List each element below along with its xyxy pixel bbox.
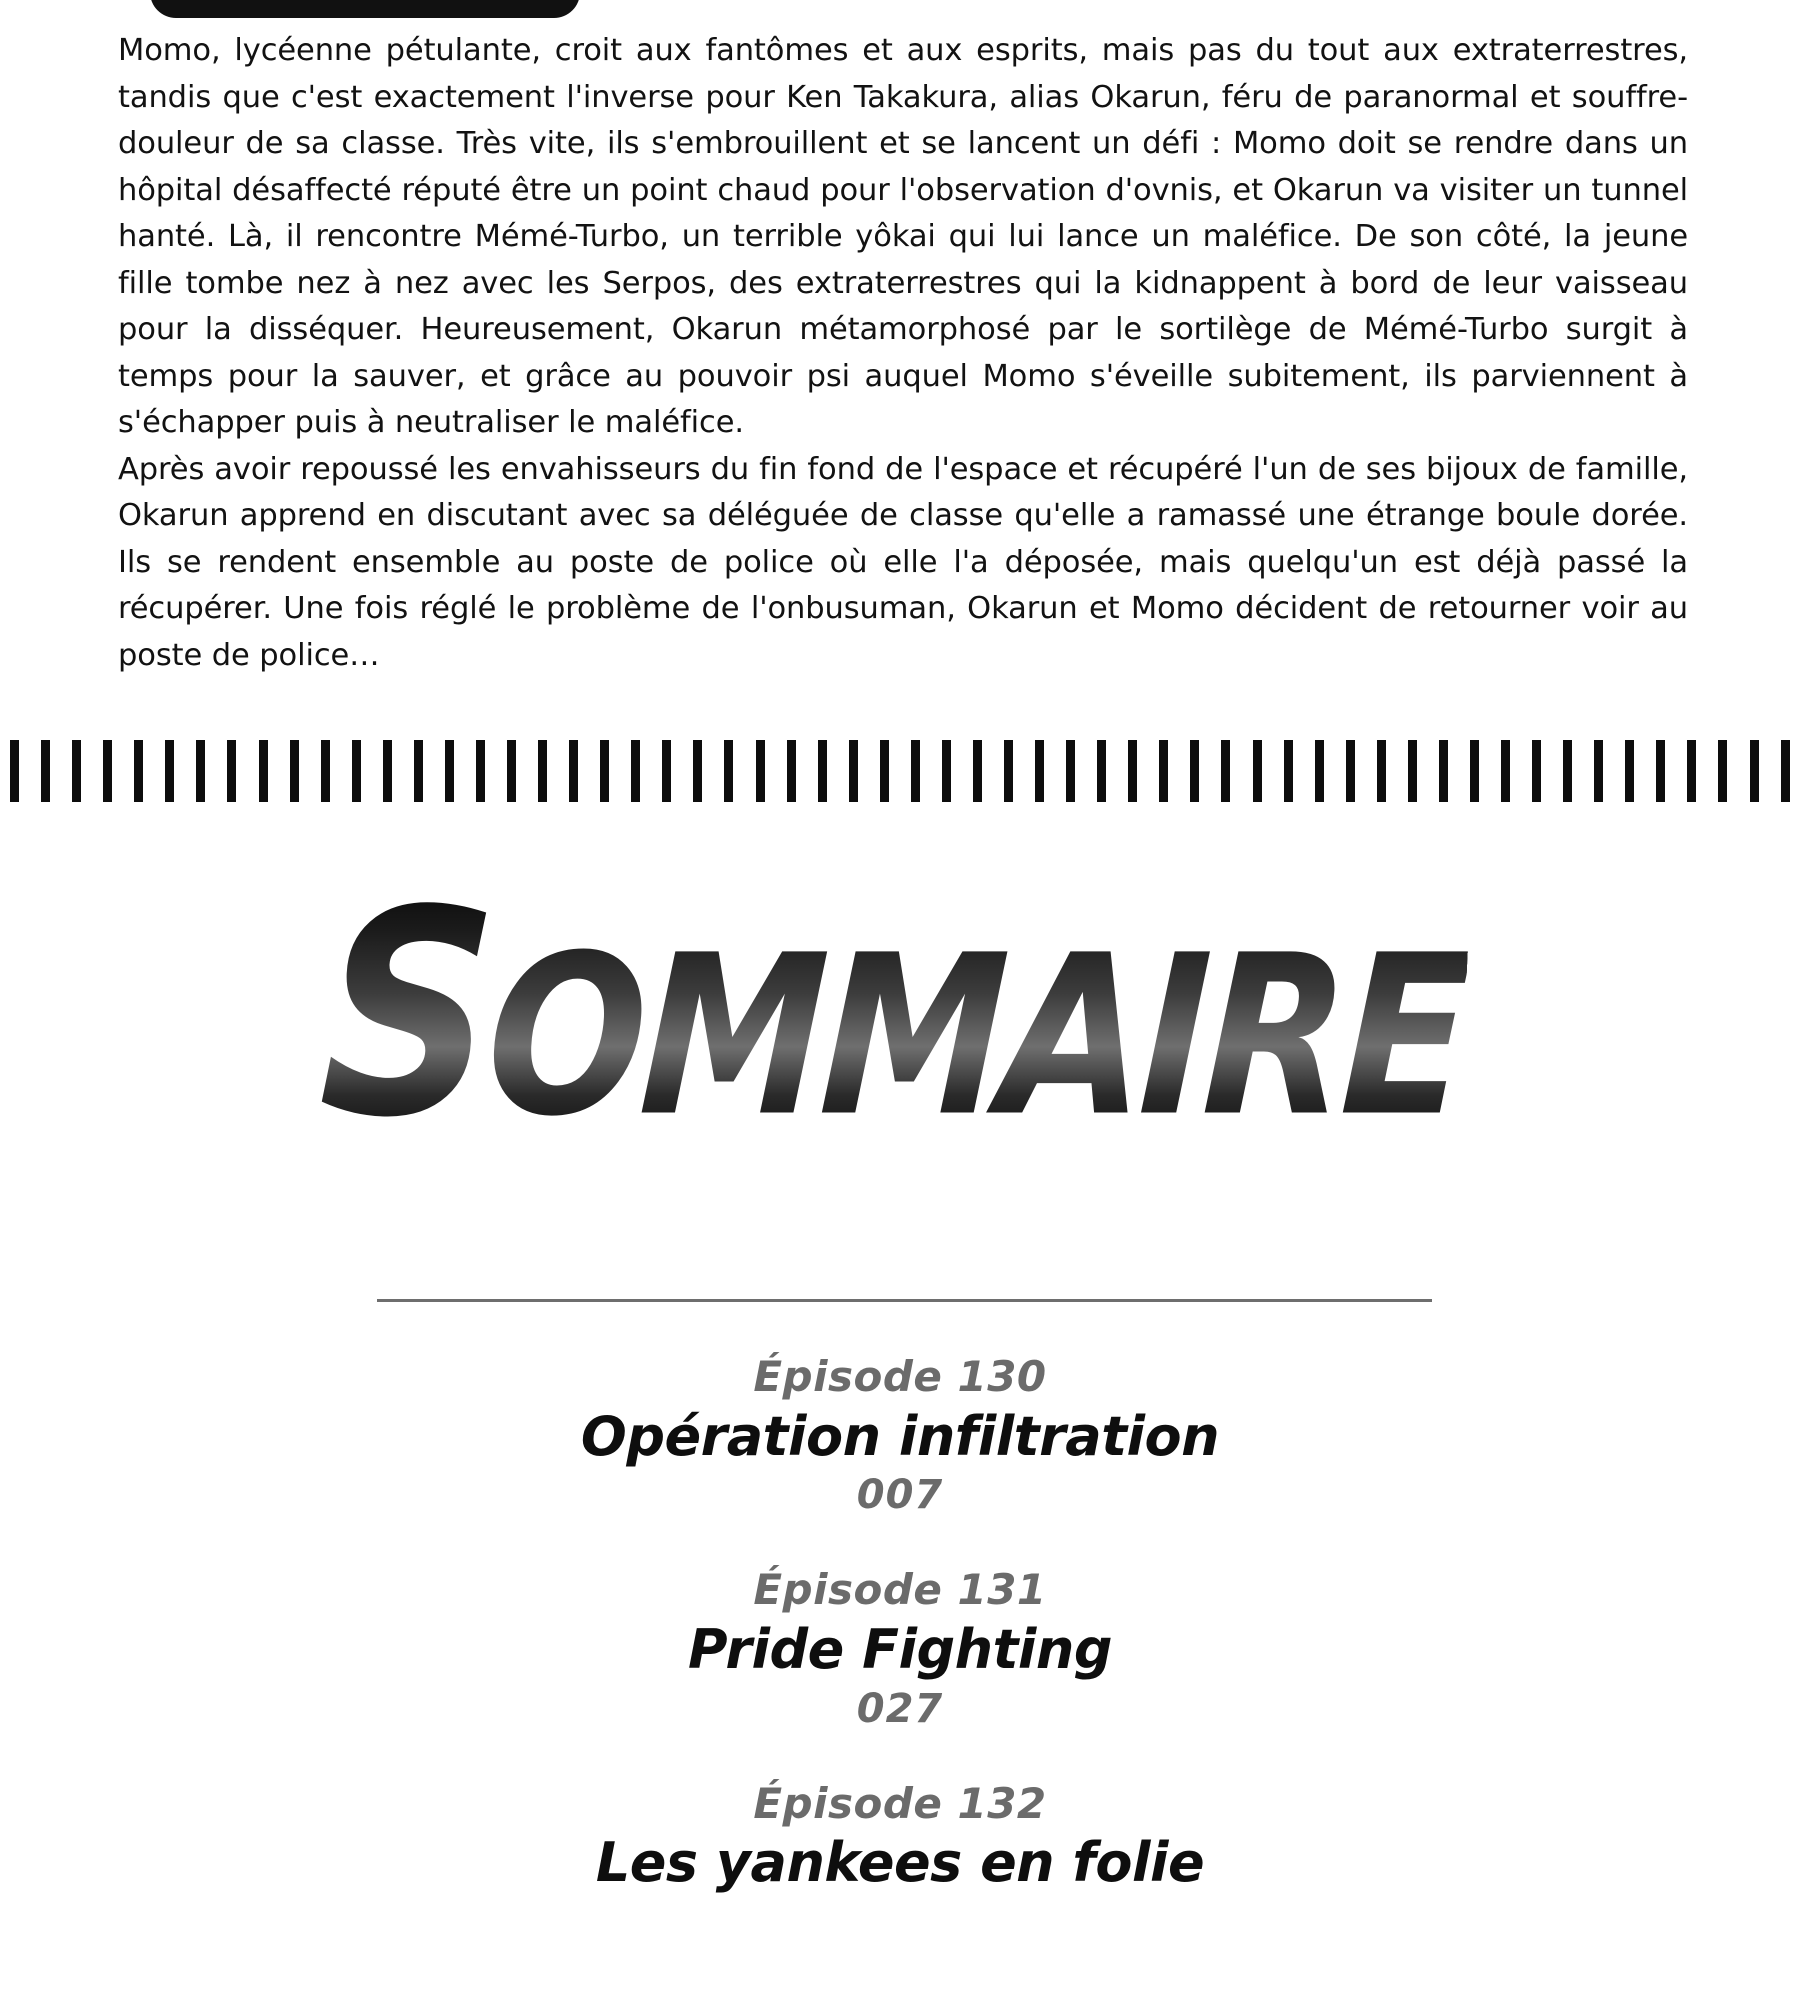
tick-mark (662, 740, 671, 802)
tick-mark (1625, 740, 1634, 802)
toc-episode-number: Épisode 132 (753, 1778, 1047, 1828)
tick-mark (1781, 740, 1790, 802)
tick-mark (1284, 740, 1293, 802)
tick-mark (1097, 740, 1106, 802)
toc-entry[interactable] (0, 1352, 1800, 1519)
tick-mark (476, 740, 485, 802)
tick-mark (787, 740, 796, 802)
tick-mark (103, 740, 112, 802)
tick-mark (911, 740, 920, 802)
tick-mark (1004, 740, 1013, 802)
tick-mark (41, 740, 50, 802)
toc-episode-title: Pride Fighting (687, 1617, 1113, 1681)
tick-mark (72, 740, 81, 802)
tick-separator (10, 740, 1790, 802)
tick-mark (600, 740, 609, 802)
sommaire-title-rest: OMMAIRE (482, 908, 1471, 1166)
toc-episode-title: Opération infiltration (580, 1404, 1220, 1468)
tick-mark (756, 740, 765, 802)
tick-mark (1253, 740, 1262, 802)
title-divider (377, 1299, 1432, 1302)
tick-mark (693, 740, 702, 802)
tick-mark (1439, 740, 1448, 802)
tick-mark (1532, 740, 1541, 802)
tick-mark (538, 740, 547, 802)
tick-mark (849, 740, 858, 802)
tick-mark (227, 740, 236, 802)
tick-mark (10, 740, 19, 802)
tick-mark (880, 740, 889, 802)
synopsis-paragraph-2: Après avoir repoussé les envahisseurs du fin fond de l'espace et récupéré l'un de ses bijoux de famille, Okarun apprend en discutant avec sa déléguée de classe qu'elle a ramassé une étrange boule dorée. Ils se rendent ensemble au poste de police où elle l'a déposée, mais quelqu'un est déjà passé la récupérer. Une fois réglé le problème de l'onbusuman, Okarun et Momo décident de retourner voir au poste de police… (118, 451, 1688, 673)
tick-mark (414, 740, 423, 802)
tick-mark (259, 740, 268, 802)
toc-episode-number: Épisode 131 (753, 1565, 1047, 1615)
page-title (0, 849, 1800, 1180)
tick-mark (1377, 740, 1386, 802)
tick-mark (1687, 740, 1696, 802)
tick-mark (973, 740, 982, 802)
tick-mark (1346, 740, 1355, 802)
tick-mark (1718, 740, 1727, 802)
tick-mark (321, 740, 330, 802)
toc-episode-title: Les yankees en folie (595, 1831, 1205, 1895)
synopsis-paragraph-1: Momo, lycéenne pétulante, croit aux fantômes et aux esprits, mais pas du tout aux extraterrestres, tandis que c'est exactement l'inverse pour Ken Takakura, alias Okarun, féru de paranormal et souffre-douleur de sa classe. Très vite, ils s'embrouillent et se lancent un défi : Momo doit se rendre dans un hôpital désaffecté réputé être un point chaud pour l'observation d'ovnis, et Okarun va visiter un tunnel hanté. Là, il rencontre Mémé-Turbo, un terrible yôkai qui lui lance un maléfice. De son côté, la jeune fille tombe nez à nez avec les Serpos, des extraterrestres qui la kidnappent à bord de leur vaisseau pour la disséquer. Heureusement, Okarun métamorphosé par le sortilège de Mémé-Turbo surgit à temps pour la sauver, et grâce au pouvoir psi auquel Momo s'éveille subitement, ils parviennent à s'échapper puis à neutraliser le maléfice. (118, 33, 1688, 440)
tick-mark (724, 740, 733, 802)
tick-mark (1315, 740, 1324, 802)
tick-mark (445, 740, 454, 802)
tick-mark (383, 740, 392, 802)
tick-mark (1159, 740, 1168, 802)
toc-episode-number: Épisode 130 (753, 1352, 1047, 1401)
tick-mark (165, 740, 174, 802)
tick-mark (818, 740, 827, 802)
toc-page-number: 007 (856, 1472, 944, 1519)
top-tab-decoration (150, 0, 580, 18)
sommaire-title-initial: S (315, 849, 497, 1180)
tick-mark (1408, 740, 1417, 802)
tick-mark (507, 740, 516, 802)
tick-mark (1128, 740, 1137, 802)
table-of-contents (0, 1352, 1800, 1942)
tick-mark (569, 740, 578, 802)
tick-mark (1470, 740, 1479, 802)
tick-mark (1594, 740, 1603, 802)
tick-mark (942, 740, 951, 802)
tick-mark (352, 740, 361, 802)
tick-mark (1221, 740, 1230, 802)
toc-page-number: 027 (856, 1685, 944, 1732)
synopsis-text (118, 28, 1688, 679)
tick-mark (290, 740, 299, 802)
tick-mark (1501, 740, 1510, 802)
tick-mark (134, 740, 143, 802)
tick-mark (1563, 740, 1572, 802)
tick-mark (1066, 740, 1075, 802)
tick-mark (1656, 740, 1665, 802)
toc-entry[interactable] (0, 1779, 1800, 1896)
tick-mark (631, 740, 640, 802)
tick-mark (196, 740, 205, 802)
sommaire-title (315, 849, 1472, 1180)
toc-entry[interactable] (0, 1565, 1800, 1732)
tick-mark (1190, 740, 1199, 802)
tick-mark (1750, 740, 1759, 802)
tick-mark (1035, 740, 1044, 802)
